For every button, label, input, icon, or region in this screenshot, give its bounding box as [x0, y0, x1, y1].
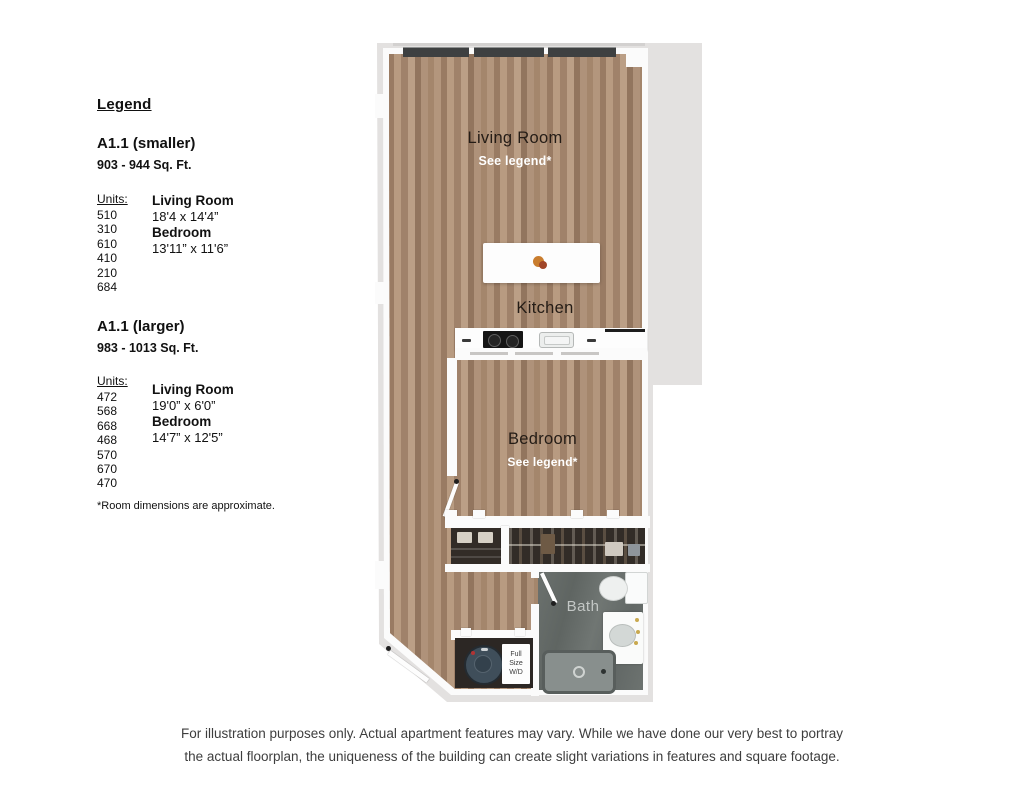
unit-number: 570 [97, 447, 118, 462]
plan2-name: A1.1 (larger) [97, 318, 185, 335]
washer-icon [464, 645, 504, 685]
fruit-bowl-icon [539, 261, 547, 269]
wd-label-line: Size [509, 660, 523, 667]
wd-label-line: W/D [509, 669, 523, 676]
door-jamb [607, 510, 619, 518]
floorplan-image [375, 40, 707, 705]
plan1-units-label: Units: [97, 192, 128, 206]
unit-number: 410 [97, 251, 118, 266]
plan2-units-list [97, 390, 117, 491]
vanity-accessory [635, 618, 639, 622]
tub-drain-icon [573, 666, 585, 678]
sliding-door-track [470, 352, 508, 355]
closet-shelf-box [457, 532, 472, 543]
window-strip [403, 47, 469, 57]
disclaimer-text [0, 722, 1024, 768]
burner-icon [488, 334, 501, 347]
closet-storage-box [628, 544, 640, 556]
room-name: Bedroom [152, 414, 212, 429]
hanging-clothes [541, 534, 555, 554]
door-jamb [515, 628, 525, 636]
bath-door-jamb [531, 570, 539, 578]
closet-shelf-line [451, 548, 501, 550]
kitchen-sink-icon [539, 332, 574, 348]
faucet-icon [587, 339, 596, 342]
room-name: Living Room [152, 193, 234, 208]
plan2-sqft: 983 - 1013 Sq. Ft. [97, 341, 199, 355]
kitchen-counter [455, 328, 647, 350]
vanity-accessory [634, 641, 638, 645]
plan1-sqft: 903 - 944 Sq. Ft. [97, 158, 192, 172]
legend-title: Legend [97, 96, 152, 113]
door-hinge-icon [386, 646, 391, 651]
window-strip [474, 47, 544, 57]
faucet-icon [462, 339, 471, 342]
sink-basin-icon [544, 336, 570, 345]
door-jamb [571, 510, 583, 518]
unit-number: 468 [97, 433, 118, 448]
toilet-tank-icon [625, 572, 648, 604]
plan1-name: A1.1 (smaller) [97, 135, 196, 152]
unit-number: 668 [97, 418, 118, 433]
room-dims: 13'11” x 11'6” [152, 241, 229, 256]
plan2-units-label: Units: [97, 374, 128, 388]
wd-label-box [502, 644, 530, 684]
plan1-units-list [97, 208, 117, 294]
room-name: Bedroom [152, 225, 212, 240]
unit-number: 472 [97, 390, 118, 404]
door-hinge-icon [454, 479, 459, 484]
left-window-notch [375, 94, 385, 118]
left-window-notch [375, 561, 385, 589]
washer-button-icon [471, 651, 475, 655]
tub-faucet-icon [601, 669, 606, 674]
room-dims: 19'0” x 6'0” [152, 398, 216, 413]
unit-number: 610 [97, 236, 118, 251]
living-room-see-legend: See legend* [478, 154, 552, 168]
closet-storage-box [605, 542, 623, 556]
closet-left [451, 528, 501, 564]
window-sill-line [393, 43, 645, 46]
kitchen-label: Kitchen [516, 299, 574, 317]
living-room-label: Living Room [467, 129, 563, 147]
washer-panel-icon [481, 648, 488, 651]
unit-number: 510 [97, 208, 118, 222]
vanity-accessory [636, 630, 640, 634]
door-jamb [473, 510, 485, 518]
door-jamb [461, 628, 471, 636]
bedroom-see-legend: See legend* [507, 455, 578, 469]
unit-number: 684 [97, 280, 118, 295]
bedroom-left-wall [447, 358, 457, 476]
disclaimer-line: the actual floorplan, the uniqueness of the building can create slight variations in features and square footage. [184, 749, 840, 764]
wd-closet [455, 638, 533, 688]
sliding-door-track [515, 352, 553, 355]
unit-number: 310 [97, 222, 118, 237]
room-dims: 14'7” x 12'5” [152, 430, 223, 445]
bathtub-icon [542, 650, 616, 694]
unit-number: 470 [97, 476, 118, 491]
closet-bottom-wall [445, 564, 650, 572]
bedroom-label: Bedroom [507, 430, 578, 448]
wall-step-notch [626, 54, 642, 67]
closet-shelf-box [478, 532, 493, 543]
room-name: Living Room [152, 382, 234, 397]
bath-label: Bath [566, 598, 600, 615]
unit-number: 670 [97, 462, 118, 477]
washer-drum-icon [474, 655, 492, 673]
unit-number: 210 [97, 265, 118, 280]
counter-appliance-edge [605, 329, 645, 332]
closet-divider-wall [501, 526, 509, 566]
window-strip [548, 47, 616, 57]
closet-rod [509, 544, 645, 546]
bath-sink-icon [609, 624, 636, 647]
left-window-notch [375, 282, 385, 304]
room-dims: 18'4 x 14'4” [152, 209, 219, 224]
toilet-icon [599, 576, 628, 601]
plan1-room-dims [152, 193, 234, 257]
closet-shelf-line [451, 556, 501, 558]
wd-label-line: Full [510, 651, 522, 658]
sliding-door-track [561, 352, 599, 355]
plan2-room-dims [152, 382, 234, 446]
burner-icon [506, 335, 519, 348]
cooktop-icon [483, 331, 523, 348]
unit-number: 568 [97, 404, 118, 419]
legend-footnote: *Room dimensions are approximate. [97, 500, 275, 512]
closet-right [509, 528, 645, 564]
disclaimer-line: For illustration purposes only. Actual apartment features may vary. While we have done our very best to portray [180, 726, 844, 741]
